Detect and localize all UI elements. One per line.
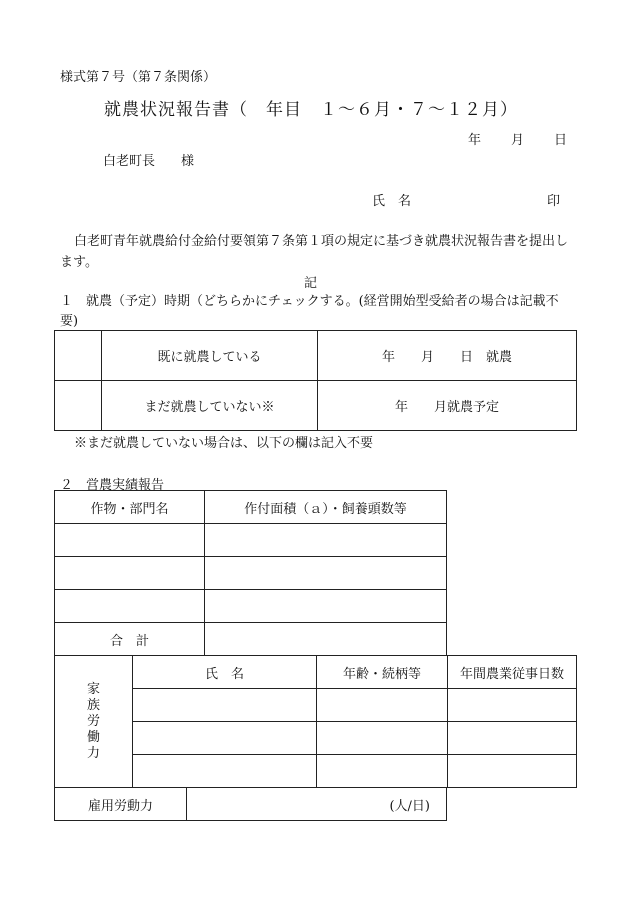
table-row	[55, 491, 447, 524]
table-row	[55, 788, 447, 821]
checkbox-cell-not-yet[interactable]	[55, 381, 102, 431]
crop-cell[interactable]	[55, 557, 205, 590]
days-column-header: 年間農業従事日数	[448, 656, 577, 689]
date-line	[468, 129, 567, 148]
name-column-header: 氏 名	[133, 656, 317, 689]
farming-results-table	[54, 490, 447, 656]
family-label-char: 労	[86, 713, 100, 729]
area-cell[interactable]	[205, 590, 447, 623]
family-name-cell[interactable]	[133, 689, 317, 722]
recipient: 白老町長 様	[103, 154, 195, 169]
seal-label: 印	[547, 194, 561, 209]
table-row	[55, 755, 577, 788]
section2-heading: ２ 営農実績報告	[60, 478, 165, 493]
checkbox-cell-already[interactable]	[55, 331, 102, 381]
crop-column-header: 作物・部門名	[55, 491, 205, 524]
total-cell[interactable]	[205, 623, 447, 656]
total-label: 合 計	[55, 623, 205, 656]
family-label-char: 働	[86, 729, 100, 745]
already-farming-date[interactable]: 年 月 日 就農	[318, 331, 577, 381]
area-cell[interactable]	[205, 557, 447, 590]
farming-status-table	[54, 330, 577, 431]
family-labor-label	[55, 656, 133, 788]
family-days-cell[interactable]	[448, 689, 577, 722]
family-label-char: 家	[86, 681, 100, 697]
family-label-char: 力	[86, 745, 100, 761]
crop-cell[interactable]	[55, 524, 205, 557]
table-row	[55, 623, 447, 656]
family-name-cell[interactable]	[133, 755, 317, 788]
table-row	[55, 557, 447, 590]
document-title: 就農状況報告書（ 年目 １～６月・７～１２月）	[104, 100, 518, 120]
date-month: 月	[511, 133, 525, 148]
table-row	[55, 656, 577, 689]
not-yet-farming-label: まだ就農していない※	[102, 381, 318, 431]
date-year: 年	[468, 133, 482, 148]
body-text: 白老町青年就農給付金給付要領第７条第１項の規定に基づき就農状況報告書を提出します。	[60, 234, 569, 270]
employed-labor-cell[interactable]	[187, 788, 447, 821]
ki-label: 記	[304, 276, 318, 291]
form-number: 様式第７号（第７条関係）	[60, 70, 217, 85]
table-row	[55, 331, 577, 381]
table-row	[55, 590, 447, 623]
section1-note: ※まだ就農していない場合は、以下の欄は記入不要	[74, 436, 374, 451]
family-name-cell[interactable]	[133, 722, 317, 755]
employed-labor-label: 雇用労動力	[55, 788, 187, 821]
crop-cell[interactable]	[55, 590, 205, 623]
family-labor-table	[54, 655, 577, 788]
date-day: 日	[554, 133, 568, 148]
not-yet-farming-date[interactable]: 年 月就農予定	[318, 381, 577, 431]
employed-labor-table	[54, 787, 447, 821]
family-age-cell[interactable]	[317, 689, 448, 722]
table-row	[55, 689, 577, 722]
family-age-cell[interactable]	[317, 722, 448, 755]
table-row	[55, 524, 447, 557]
area-cell[interactable]	[205, 524, 447, 557]
area-column-header: 作付面積（ａ）・飼養頭数等	[205, 491, 447, 524]
already-farming-label: 既に就農している	[102, 331, 318, 381]
family-age-cell[interactable]	[317, 755, 448, 788]
age-column-header: 年齢・続柄等	[317, 656, 448, 689]
table-row	[55, 381, 577, 431]
table-row	[55, 722, 577, 755]
family-label-char: 族	[86, 697, 100, 713]
name-label: 氏 名	[372, 194, 412, 209]
family-days-cell[interactable]	[448, 722, 577, 755]
employed-unit: (人/日)	[389, 798, 430, 814]
section1-heading: １ 就農（予定）時期（どちらかにチェックする。(経営開始型受給者の場合は記載不要)	[60, 294, 559, 329]
family-days-cell[interactable]	[448, 755, 577, 788]
